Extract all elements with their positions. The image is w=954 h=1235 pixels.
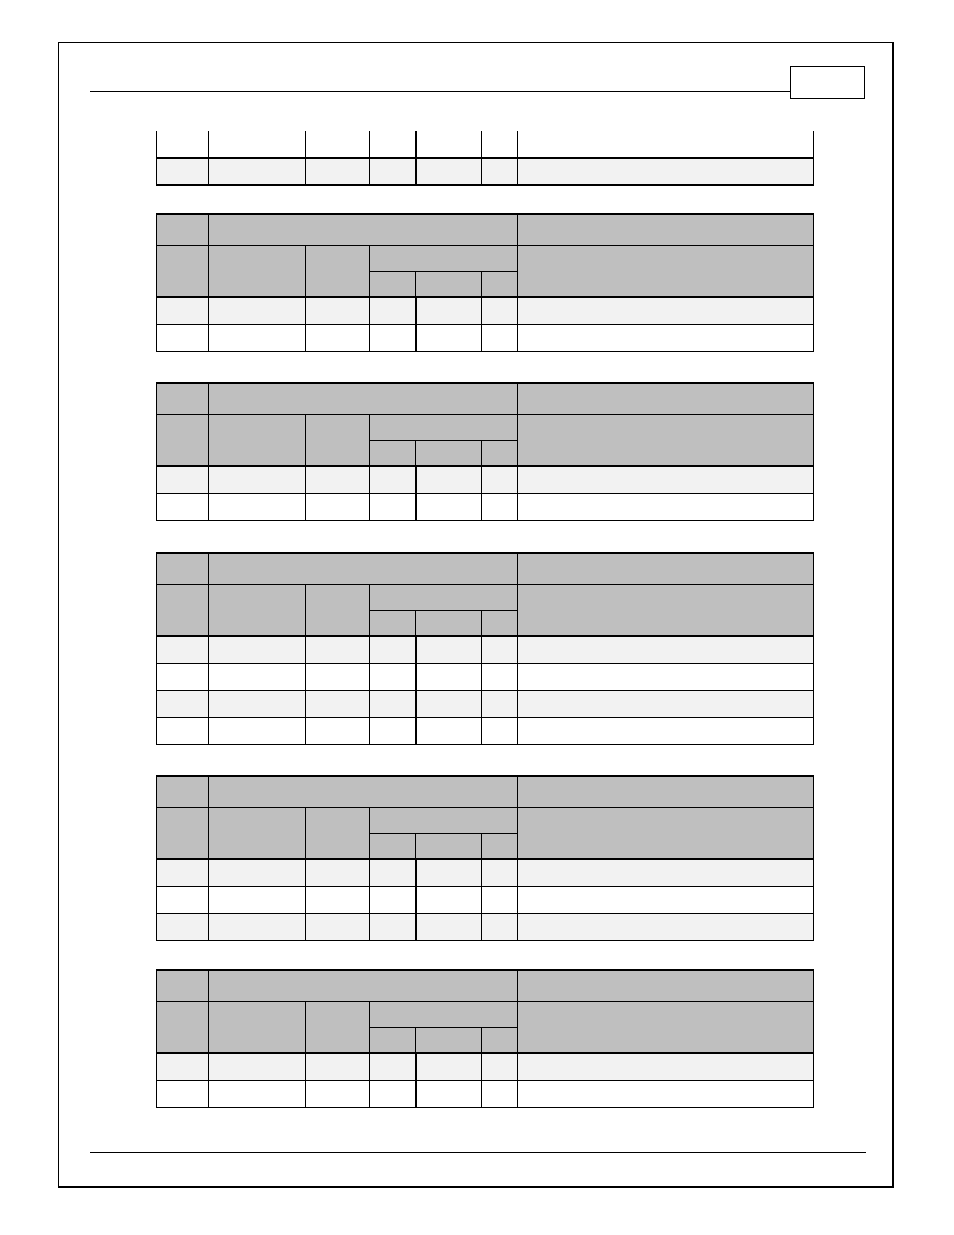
- table-row: [157, 1080, 814, 1107]
- register-table: [156, 552, 814, 745]
- table-header-row: [157, 776, 814, 807]
- table-row: [157, 717, 814, 744]
- table-header-row: [157, 1001, 814, 1027]
- table-row: [157, 913, 814, 940]
- table-row: [157, 297, 814, 324]
- table-header-row: [157, 584, 814, 610]
- table-row: [157, 886, 814, 913]
- table-row: [157, 131, 814, 158]
- footer-rule: [90, 1152, 866, 1153]
- table-header-row: [157, 970, 814, 1001]
- table-row: [157, 324, 814, 351]
- table-header-row: [157, 414, 814, 440]
- table-row: [157, 636, 814, 663]
- register-table: [156, 775, 814, 941]
- table-row: [157, 859, 814, 886]
- register-table: [156, 213, 814, 352]
- table-row: [157, 466, 814, 493]
- table-header-row: [157, 383, 814, 414]
- continued-table-fragment: [156, 131, 814, 186]
- page-number-box: [790, 66, 865, 99]
- table-row: [157, 1053, 814, 1080]
- table-row: [157, 158, 814, 185]
- table-header-row: [157, 553, 814, 584]
- table-row: [157, 690, 814, 717]
- table-header-row: [157, 245, 814, 271]
- table-header-row: [157, 807, 814, 833]
- table-row: [157, 493, 814, 520]
- header-rule: [90, 91, 790, 92]
- table-header-row: [157, 214, 814, 245]
- register-table: [156, 969, 814, 1108]
- table-row: [157, 663, 814, 690]
- register-table: [156, 382, 814, 521]
